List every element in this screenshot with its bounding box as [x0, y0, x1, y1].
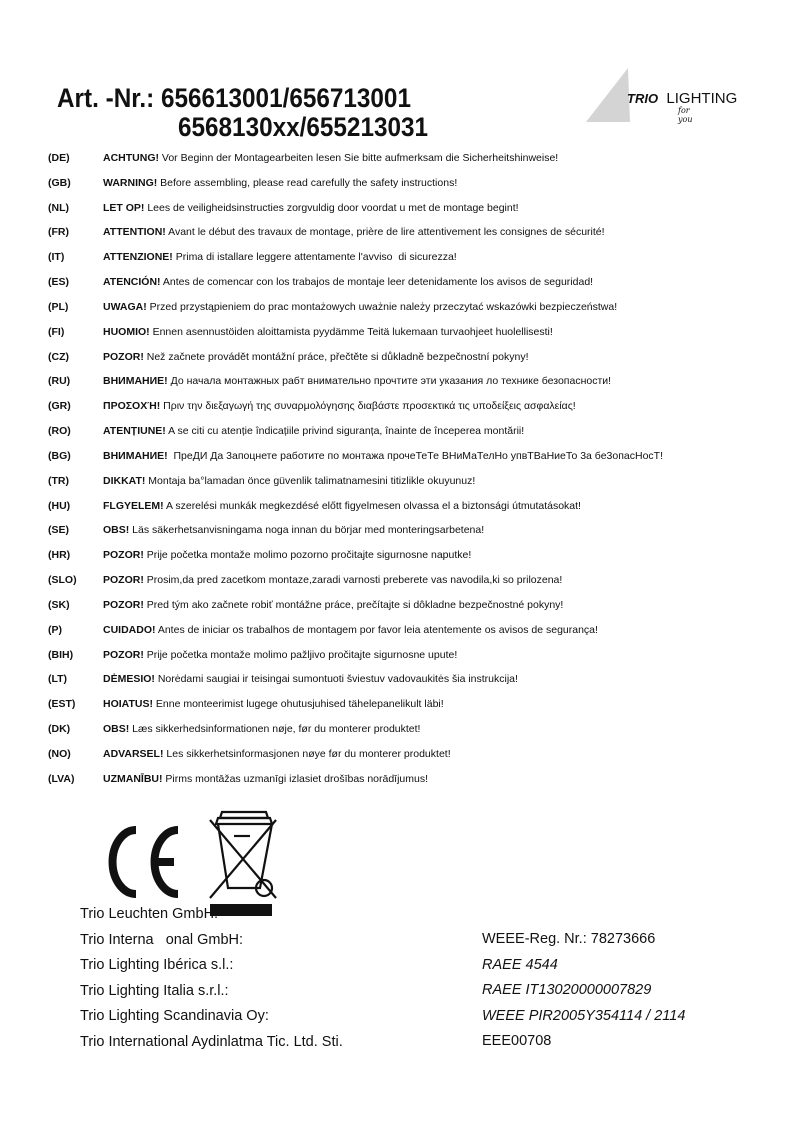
language-code: (TR): [48, 474, 69, 487]
language-code: (FR): [48, 226, 69, 239]
registration-number: WEEE PIR2005Y354114 / 2114: [482, 1007, 686, 1024]
warning-text: Prosim,da pred zacetkom montaze,zaradi varnosti preberete vas navodila,ki so prilozena!: [143, 574, 563, 587]
language-code: (NL): [48, 201, 69, 214]
crossed-out-wheelie-bin-icon: [210, 812, 276, 916]
warning-text: A szerelési munkák megkezdésé előtt figyelmesen olvassa el a biztonsági útmutatásokat!: [163, 499, 581, 512]
language-code: (PL): [48, 300, 69, 313]
language-code: (RO): [48, 425, 71, 438]
warning-row: [48, 748, 663, 773]
warning-row: [48, 177, 663, 202]
language-code: (GR): [48, 400, 71, 413]
ce-mark-icon: [113, 830, 178, 894]
language-code: (HU): [48, 499, 71, 512]
warning-word: FLGYELEM!: [103, 499, 164, 512]
logo-name: LIGHTING: [666, 90, 738, 107]
warning-text: Prima di istallare leggere attentamente l'avviso di sicurezza!: [172, 251, 457, 264]
warning-text: Antes de comencar con los trabajos de montaje leer detenidamente los avisos de seguridad!: [160, 276, 594, 289]
warning-word: DIKKAT!: [103, 474, 146, 487]
warning-row: [48, 226, 663, 251]
warning-row: [48, 400, 663, 425]
warning-row: [48, 673, 663, 698]
warning-text: Πριν την διεξαγωγή της συναρμολόγησης διαβάστε προσεκτικά τις υποδείξεις ασφαλείας!: [160, 400, 576, 413]
warning-word: POZOR!: [103, 648, 144, 661]
warning-row: [48, 326, 663, 351]
warning-word: ATTENZIONE!: [103, 251, 173, 264]
warning-word: UZMANĪBU!: [103, 772, 163, 785]
warning-text: Prije početka montaže molimo pozorno pročitajte sigurnosne naputke!: [143, 549, 472, 562]
language-code: (GB): [48, 176, 71, 189]
company-name: Trio Lighting Ibérica s.l.:: [80, 957, 234, 973]
warning-row: [48, 698, 663, 723]
logo-brand: TRIO: [627, 91, 659, 106]
language-code: (P): [48, 623, 62, 636]
company-name: Trio Lighting Scandinavia Oy:: [80, 1008, 269, 1024]
warning-text: Antes de iniciar os trabalhos de montagem por favor leia atentemente os avisos de segurança!: [155, 623, 598, 636]
warning-row: [48, 649, 663, 674]
warning-text: Before assembling, please read carefully the safety instructions!: [157, 176, 458, 189]
language-code: (LT): [48, 673, 68, 686]
language-code: (NO): [48, 747, 71, 760]
warning-word: OBS!: [103, 524, 130, 537]
company-name: Trio International Aydinlatma Tic. Ltd. Sti.: [80, 1033, 343, 1050]
warning-row: [48, 301, 663, 326]
language-code: (EST): [48, 698, 76, 711]
warning-text: Ennen asennustöiden aloittamista pyydämme Teitä lukemaan turvaohjeet huolellisesti!: [149, 325, 553, 338]
company-name: Trio Leuchten GmbH:: [80, 906, 219, 922]
language-code: (SE): [48, 524, 69, 537]
logo-tagline: for you: [678, 106, 693, 124]
warning-text: Pirms montāžas uzmanīgi izlasiet drošības norādījumus!: [162, 772, 429, 785]
language-code: (CZ): [48, 350, 69, 363]
language-code: (BIH): [48, 648, 74, 661]
warning-word: POZOR!: [103, 574, 144, 587]
warning-row: [48, 276, 663, 301]
warning-text: ПреДИ Да 3апоцнете работите по монтажа прочеТеТе ВНиМаТелНо упвТВаНиеТо 3а бе3опасНосТ!: [167, 449, 663, 462]
language-code: (DE): [48, 152, 70, 164]
warning-word: CUIDADO!: [103, 623, 156, 636]
warning-word: LET OP!: [103, 201, 145, 214]
registration-list: [482, 927, 685, 1055]
language-code: (RU): [48, 375, 71, 388]
company-name: Trio Interna onal GmbH:: [80, 931, 244, 948]
warning-text: A se citi cu atenție îndicațiile privind siguranța, înainte de începerea montării!: [165, 425, 525, 438]
warning-word: POZOR!: [103, 549, 144, 562]
warning-text: Læs sikkerhedsinformationen nøje, før du monterer produktet!: [129, 723, 421, 736]
warning-text: Norėdami saugiai ir teisingai sumontuoti šviestuv vadovaukitės šia instrukcija!: [154, 673, 518, 686]
warning-word: POZOR!: [103, 350, 144, 363]
warning-word: DĖMESIO!: [103, 673, 155, 686]
warning-text: Les sikkerhetsinformasjonen nøye før du monterer produktet!: [163, 747, 451, 760]
warning-text: Avant le début des travaux de montage, prière de lire attentivement les consignes de sécurité!: [165, 226, 605, 239]
language-code: (ES): [48, 276, 69, 289]
article-number-line-1: Art. -Nr.: 656613001/656713001: [57, 83, 411, 113]
warning-text: Prije početka montaže molimo pažljivo pročitajte sigurnosne upute!: [143, 648, 458, 661]
warning-text: Než začnete provádět montážní práce, přečtěte si důkladně bezpečnostní pokyny!: [143, 350, 529, 363]
warning-word: ВНИМАНИЕ!: [103, 449, 168, 462]
warning-word: ATENȚIUNE!: [103, 425, 166, 438]
warning-row: [48, 723, 663, 748]
warning-word: ВНИМАНИЕ!: [103, 375, 168, 388]
language-code: (LVA): [48, 772, 75, 785]
language-code: (HR): [48, 549, 71, 562]
registration-number: EEE00708: [482, 1033, 552, 1049]
language-code: (SLO): [48, 574, 77, 587]
warning-row: [48, 475, 663, 500]
warning-row: [48, 152, 663, 177]
company-list: [80, 902, 343, 1055]
warning-row: [48, 599, 663, 624]
warning-word: ADVARSEL!: [103, 747, 164, 760]
trio-lighting-logo: [580, 66, 738, 126]
warning-word: ΠΡΟΣΟΧΉ!: [103, 400, 161, 413]
warning-text: Enne monteerimist lugege ohutusjuhised tähelepanelikult läbi!: [152, 698, 444, 711]
registration-number: RAEE IT13020000007829: [482, 982, 652, 998]
warning-text: Montaja ba°lamadan önce güvenlik talimatnamesini titizlikle okuyunuz!: [145, 474, 476, 487]
warning-word: ATTENTION!: [103, 226, 166, 239]
registration-number: RAEE 4544: [482, 956, 558, 973]
warning-row: [48, 524, 663, 549]
language-code: (DK): [48, 723, 71, 736]
warning-word: OBS!: [103, 723, 130, 736]
warning-row: [48, 450, 663, 475]
warning-row: [48, 500, 663, 525]
language-code: (IT): [48, 251, 65, 264]
warning-text: Pred tým ako začnete robiť montážne práce, prečítajte si dôkladne bezpečnostné pokyny!: [143, 598, 564, 611]
company-name: Trio Lighting Italia s.r.l.:: [80, 982, 229, 999]
warning-row: [48, 549, 663, 574]
warning-row: [48, 574, 663, 599]
warning-row: [48, 425, 663, 450]
warning-row: [48, 773, 663, 798]
registration-number: WEEE-Reg. Nr.: 78273666: [482, 931, 656, 947]
warning-text: До начала монтажных рабт внимательно прочтите эти указания ло технике безопасности!: [167, 375, 612, 388]
warning-text: Przed przystąpieniem do prac montażowych uważnie należy przeczytać wskazówki bezpieczeństwa!: [146, 300, 618, 313]
language-code: (SK): [48, 598, 70, 611]
warning-row: [48, 375, 663, 400]
warning-word: WARNING!: [103, 176, 158, 189]
warning-row: [48, 351, 663, 376]
warning-word: UWAGA!: [103, 300, 147, 313]
safety-warnings-list: [48, 152, 663, 798]
warning-word: ATENCIÓN!: [103, 276, 161, 289]
warning-word: POZOR!: [103, 598, 144, 611]
warning-row: [48, 624, 663, 649]
language-code: (FI): [48, 325, 65, 338]
warning-word: ACHTUNG!: [103, 152, 159, 164]
article-number-line-2: 6568130xx/655213031: [178, 112, 429, 142]
warning-row: [48, 202, 663, 227]
warning-text: Läs säkerhetsanvisningama noga innan du börjar med monteringsarbetena!: [129, 524, 485, 537]
warning-word: HUOMIO!: [103, 325, 150, 338]
warning-word: HOIATUS!: [103, 698, 153, 711]
warning-text: Lees de veiligheidsinstructies zorgvuldig door voordat u met de montage begint!: [144, 201, 519, 214]
language-code: (BG): [48, 449, 71, 462]
warning-text: Vor Beginn der Montagearbeiten lesen Sie bitte aufmerksam die Sicherheitshinweise!: [159, 152, 559, 164]
warning-row: [48, 251, 663, 276]
